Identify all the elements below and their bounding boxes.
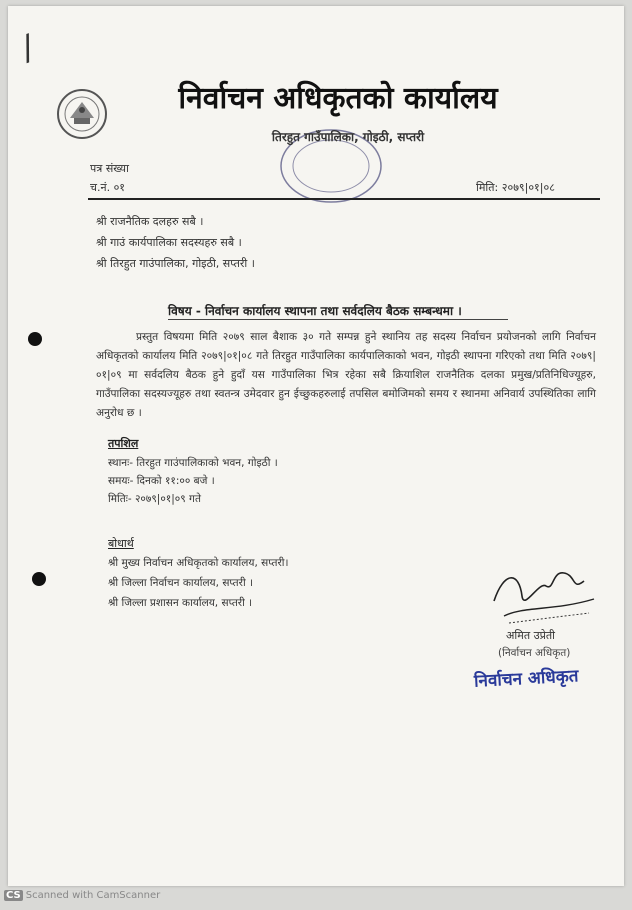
office-subtitle: तिरहुत गाउँपालिका, गोइठी, सप्तरी — [271, 130, 425, 144]
government-emblem-icon — [56, 88, 108, 140]
details-line: मितिः- २०७९|०१|०९ गते — [108, 493, 201, 505]
header-divider — [88, 198, 600, 200]
addressee-line: श्री तिरहुत गाउंपालिका, गोइठी, सप्तरी । — [96, 257, 255, 270]
subject-line: विषय - निर्वाचन कार्यालय स्थापना तथा सर्वदलिय बैठक सम्बन्धमा । — [168, 304, 462, 318]
addressee-line: श्री गाउं कार्यपालिका सदस्यहरु सबै । — [96, 236, 242, 249]
cc-heading: बोधार्थ — [108, 537, 134, 550]
signatory-title: (निर्वाचन अधिकृत) — [498, 647, 571, 659]
details-line: समयः- दिनको ११:०० बजे । — [108, 475, 215, 487]
subject-underline — [168, 319, 508, 320]
punch-hole — [28, 332, 42, 346]
letter-number-label: पत्र संख्या — [90, 162, 129, 175]
office-title: निर्वाचन अधिकृतको कार्यालय — [178, 81, 498, 116]
body-text: प्रस्तुत विषयमा मिति २०७९ साल बैशाक ३० गते सम्पन्न हुने स्थानिय तह सदस्य निर्वाचन प्रयोजनको लागि निर्वाचन अधिकृतको कार्यालय मिति २०७९|०१|०८ गते तिरहुत गाउँपालिका कार्यपालिकाको भवन, गोइठी स्थापना गरिएको तथा मिति २०७९|०१|०९ मा सर्वदलिय बैठक हुने हुदाँ यस गाउँपालिका भित्र रहेका सबै क्रियाशिल राजनैतिक दलका प्रमुख/प्रतिनिधिज्यूहरु, गाउँपालिका सदस्यज्यूहरु तथा स्वतन्त्र उमेदवार हुन ईच्छुकहरुलाई तपसिल बमोजिमको समय र स्थानमा अनिवार्य उपस्थितिका लागि अनुरोध छ । — [96, 331, 596, 419]
cc-line: श्री मुख्य निर्वाचन अधिकृतको कार्यालय, सप्तरी। — [108, 557, 289, 569]
details-heading: तपशिल — [108, 437, 139, 450]
signatory-name: अमित उप्रेती — [506, 629, 556, 642]
watermark-text: Scanned with CamScanner — [25, 890, 161, 901]
cc-line: श्री जिल्ला प्रशासन कार्यालय, सप्तरी । — [108, 597, 253, 609]
official-stamp: निर्वाचन अधिकृत — [473, 666, 579, 692]
handwritten-mark: / — [16, 27, 40, 69]
punch-hole — [32, 572, 46, 586]
letter-date: मिति: २०७९|०१|०८ — [476, 181, 555, 194]
dispatch-number: च.नं. ०१ — [90, 181, 126, 194]
body-paragraph — [96, 328, 596, 423]
cc-line: श्री जिल्ला निर्वाचन कार्यालय, सप्तरी । — [108, 577, 253, 589]
handwritten-signature-icon — [484, 551, 604, 631]
camscanner-logo: CS — [6, 890, 21, 901]
document-page — [8, 6, 624, 886]
scanner-watermark — [4, 890, 160, 901]
addressee-line: श्री राजनैतिक दलहरु सबै । — [96, 215, 204, 228]
details-line: स्थानः- तिरहुत गाउंपालिकाको भवन, गोइठी । — [108, 457, 278, 469]
